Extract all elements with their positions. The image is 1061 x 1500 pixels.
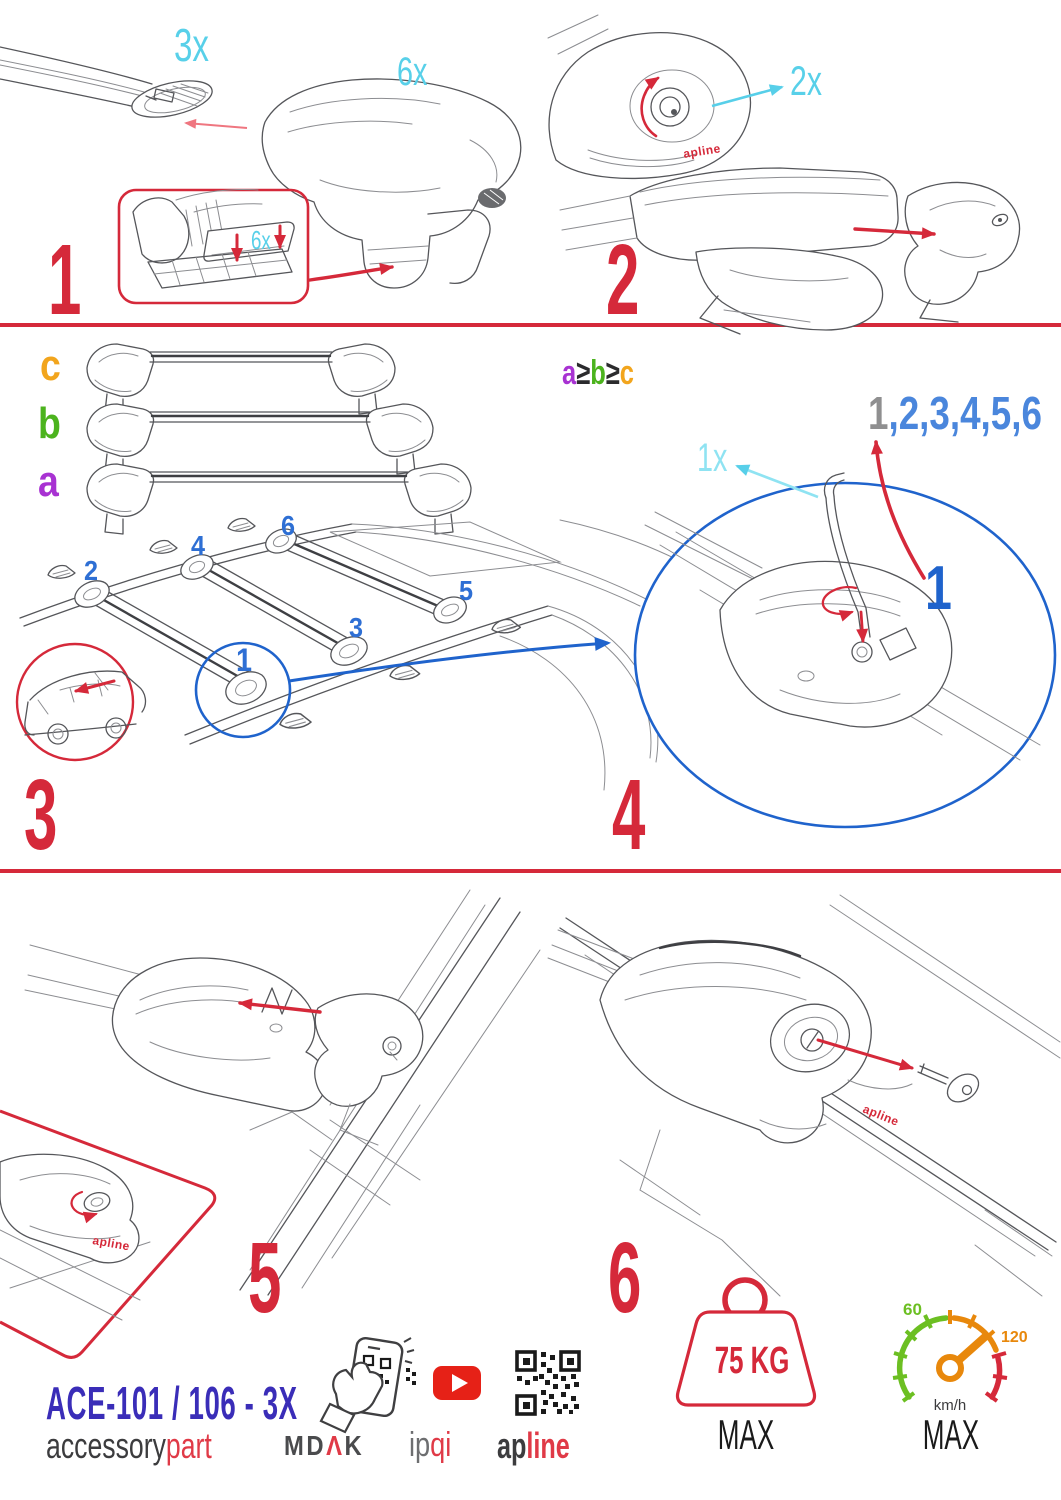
- bar-c-label: c: [40, 341, 61, 390]
- speed-unit-label: km/h: [933, 1397, 967, 1414]
- foot-slide-drawing: [112, 958, 422, 1145]
- position-2-label: 2: [84, 555, 99, 586]
- order-rest: ,2,3,4,5,6: [888, 387, 1042, 439]
- speed-high-label: 120: [1001, 1329, 1028, 1346]
- speed-low-label: 60: [903, 1300, 922, 1319]
- ipqi-gray: ip: [409, 1426, 431, 1464]
- max-speed-label: MAX: [922, 1411, 980, 1458]
- key-press-arrow: [861, 612, 863, 641]
- step1-number: 1: [48, 224, 82, 336]
- foot-clamp-drawing: [262, 79, 520, 288]
- apline-logo: [497, 1425, 570, 1466]
- relation-ge2: ≥: [605, 354, 620, 392]
- mdak-k: K: [344, 1430, 365, 1461]
- position-6-label: 6: [281, 510, 296, 541]
- apline-part-logo-step6: apline: [860, 1101, 902, 1129]
- step2-lock-qty-label: 2x: [790, 57, 822, 104]
- length-relation-label: [562, 356, 634, 390]
- bar-b-drawing: [87, 404, 433, 474]
- apline-part-logo: apline: [682, 141, 722, 161]
- step1-pad-qty-label: 6x: [251, 225, 271, 255]
- step1-bar-qty-label: 3x: [174, 19, 209, 71]
- bar-a-drawing: [87, 464, 471, 534]
- position-1-label: 1: [236, 642, 253, 678]
- youtube-icon: [433, 1366, 481, 1400]
- mdak-caret: Λ: [326, 1430, 345, 1461]
- step4-tool-qty-label: 1x: [697, 436, 728, 480]
- step2-number: 2: [606, 224, 640, 336]
- bar-a-label: a: [38, 457, 59, 506]
- insert-direction-arrow: [186, 123, 247, 128]
- step3-number: 3: [24, 759, 58, 871]
- qr-code: [517, 1352, 579, 1414]
- scan-phone-icon: [321, 1337, 416, 1432]
- max-weight-value: 75 KG: [714, 1340, 790, 1382]
- car-direction-inset: [17, 644, 145, 760]
- position-3-label: 3: [349, 612, 364, 643]
- position-5-label: 5: [459, 575, 474, 606]
- tightening-order-label: [868, 387, 1042, 439]
- bar-b-label: b: [38, 399, 61, 448]
- tighten-ref-label: 1: [925, 554, 952, 623]
- step1-foot-qty-label: 6x: [397, 50, 428, 94]
- apline-red: line: [526, 1425, 570, 1466]
- order-first: 1: [868, 387, 889, 439]
- max-weight-label: MAX: [717, 1411, 775, 1458]
- step5-number: 5: [248, 1222, 282, 1334]
- accessorypart-black: accessory: [46, 1425, 166, 1466]
- mdak-md: MD: [284, 1430, 327, 1461]
- mdak-logo: [284, 1432, 364, 1460]
- step4-number: 4: [612, 759, 646, 871]
- foot-with-lock-drawing: [549, 33, 750, 179]
- apline-black: ap: [497, 1425, 527, 1466]
- position-4-label: 4: [191, 530, 206, 561]
- foot-lock-drawing: [600, 940, 912, 1142]
- ipqi-red: qi: [430, 1426, 452, 1464]
- accessorypart-red: part: [165, 1425, 212, 1466]
- apline-part-logo-inset: apline: [91, 1233, 132, 1254]
- step6-number: 6: [608, 1222, 642, 1334]
- accessorypart-logo: [46, 1425, 212, 1466]
- pad-detail-box: [119, 189, 308, 303]
- relation-a: a: [562, 354, 577, 392]
- relation-b: b: [590, 354, 606, 392]
- relation-c: c: [619, 354, 634, 392]
- installed-foot-inset: [0, 1111, 215, 1357]
- key-drawing: [918, 1064, 984, 1108]
- ipqi-logo: [409, 1428, 451, 1462]
- relation-ge1: ≥: [576, 354, 591, 392]
- model-code-label: ACE-101 / 106 - 3X: [46, 1377, 298, 1429]
- bar-c-drawing: [87, 344, 395, 414]
- max-speed-icon: [893, 1310, 1007, 1401]
- step4-art: [635, 442, 1055, 827]
